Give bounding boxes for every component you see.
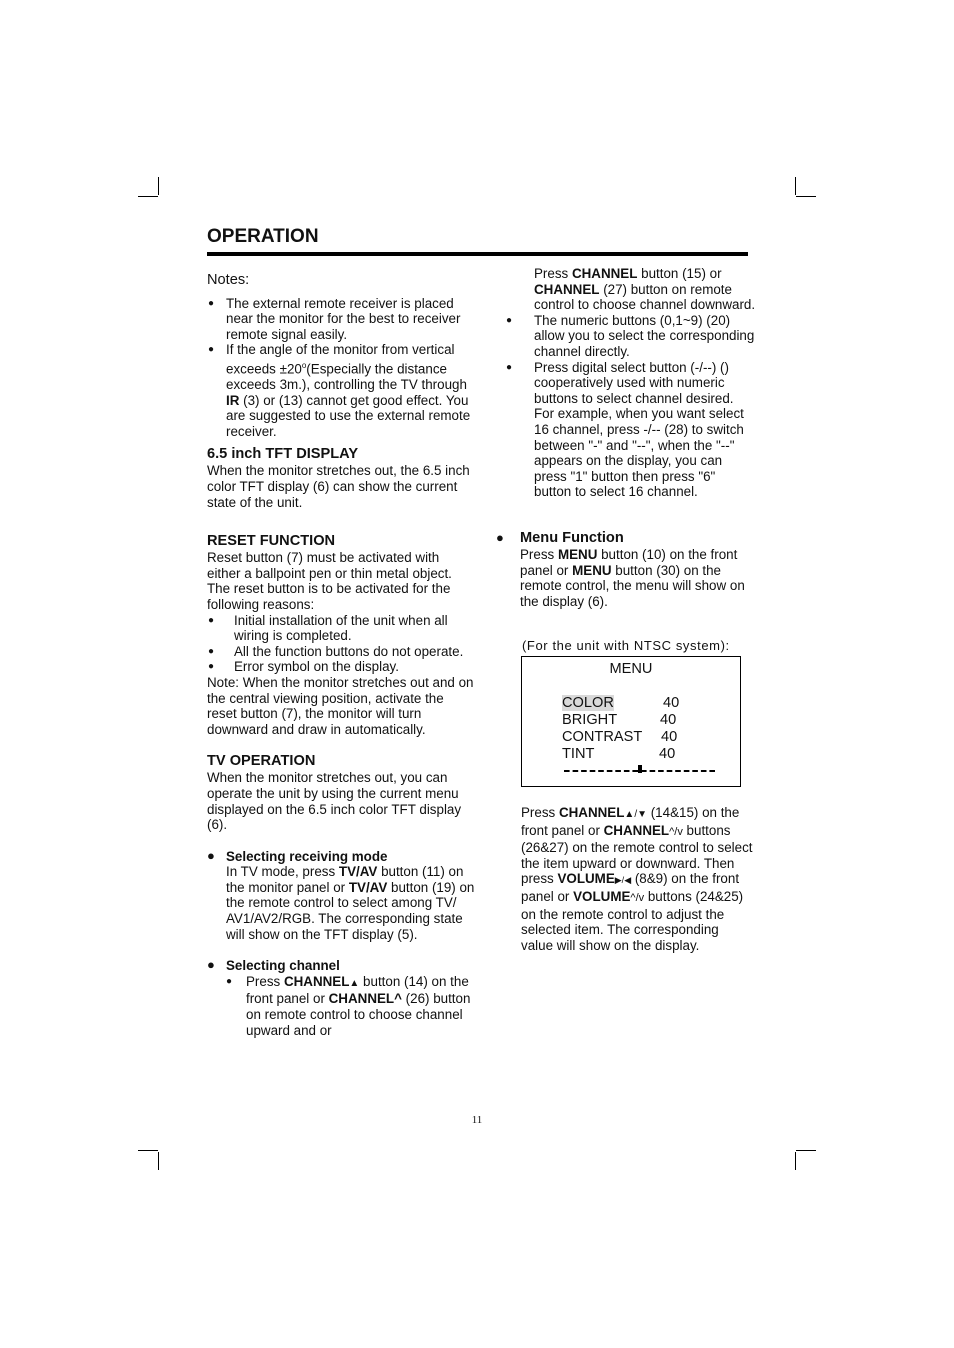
list-item: ● Error symbol on the display. [208,659,399,675]
crop-mark [158,1152,159,1170]
triangle-up-down-icon: ▲/▼ [624,809,647,820]
section-body: When the monitor stretches out, the 6.5 inch color TFT display (6) can show the current state of the unit. [207,463,470,510]
level-dash [709,770,715,772]
adjust-instructions: Press CHANNEL▲/▼ (14&15) on the front panel or CHANNEL^/v buttons (26&27) on the remote control to select the item upward or downward. Then press VOLUME▶/◀ (8&9) on the front panel or VOLUME^/v buttons (24&25) on the remote control to adjust the selected item. The corresponding value will show on the display. [521,805,753,953]
triangle-right-left-icon: ▶/◀ [614,875,632,886]
chevron-up-down-icon: ^/v [630,891,645,904]
list-item: ● All the function buttons do not operate. [208,643,464,659]
crop-mark [795,177,796,195]
crop-mark [795,1152,796,1170]
page-title: OPERATION [207,226,319,247]
crop-mark [138,1150,158,1151]
level-dash [581,770,587,772]
osd-menu-item: TINT [562,746,595,762]
bullet-icon: ● [506,361,513,373]
level-dash [607,770,613,772]
section-body: Press MENU button (10) on the front panel or MENU button (30) on the remote control, the menu will show on the display (6). [520,546,745,609]
osd-menu-item: CONTRAST [562,729,643,745]
list-item: ● Press CHANNEL▲ button (14) on the front panel or CHANNEL^ (26) button on remote control to choose channel upward and or [226,973,471,1038]
level-dash [650,770,656,772]
level-dash [692,770,698,772]
bullet-icon: ● [207,847,215,863]
chevron-up-icon: ^ [394,991,402,1007]
osd-menu-value: 40 [659,746,676,762]
level-dash [632,770,638,772]
level-dash [564,770,570,772]
section-heading: ● Menu Function [496,529,624,546]
osd-level-bar [563,762,717,778]
channel-down-text: Press CHANNEL button (15) or CHANNEL (27) button on remote control to choose channel downward. [534,266,756,313]
bullet-icon: ● [208,344,215,356]
level-dash [701,770,707,772]
osd-menu-value: 40 [663,695,680,711]
level-marker [638,765,642,773]
level-dash [590,770,596,772]
bullet-icon: ● [506,314,513,326]
level-dash [667,770,673,772]
section-heading: RESET FUNCTION [207,533,336,550]
note-item: ● The external remote receiver is placed near the monitor for the best to receiver remote signal easily. [208,295,461,342]
level-dash [624,770,630,772]
level-dash [573,770,579,772]
notes-label: Notes: [207,272,250,288]
bullet-icon: ● [208,614,215,626]
section-heading: TV OPERATION [207,753,316,770]
note-item: ● If the angle of the monitor from vertical exceeds $\pm 20^o(Especially$ the distance exceeds 3m.), controlling the TV through IR (3) or (13) cannot get good effect. You are suggested to use the external remote receiver. [208,342,471,439]
level-dash [658,770,664,772]
section-body: When the monitor stretches out, you can operate the unit by using the current menu displayed on the 6.5 inch color TFT display (6). [207,770,462,833]
osd-menu-title: MENU [609,661,653,677]
chevron-up-down-icon: ^/v [669,825,683,838]
page-number: 11 [471,1114,483,1126]
crop-mark [796,1150,816,1151]
crop-mark [796,196,816,197]
osd-menu [521,656,741,787]
left-column [207,273,475,1038]
osd-menu-item: COLOR [562,695,614,711]
bullet-icon: ● [207,957,215,973]
crop-mark [138,196,158,197]
level-dash [684,770,690,772]
subsection-body: In TV mode, press TV/AV button (11) on the monitor panel or TV/AV button (19) on the remote control to select among TV/ AV1/AV2/RGB. The corresponding state will show on the TFT display (5). [226,864,475,942]
list-item: ● The numeric buttons (0,1~9) (20) allow you to select the corresponding channel directly. [506,312,755,359]
section-body: Reset button (7) must be activated with either a ballpoint pen or thin metal object. The reset button is to be activated for the following reasons: [207,550,452,612]
section-heading: 6.5 inch TFT DISPLAY [207,446,359,463]
menu-caption: (For the unit with NTSC system): [522,638,730,653]
list-item: ● Initial installation of the unit when all wiring is completed. [208,612,448,644]
osd-menu-value: 40 [660,712,677,728]
osd-menu-item: BRIGHT [562,712,618,728]
reset-note: Note: When the monitor stretches out and on the central viewing position, activate the reset button (7), the monitor will turn downward and draw in automatically. [207,674,474,737]
title-rule [207,252,748,256]
bullet-icon: ● [208,645,215,657]
level-dash [598,770,604,772]
level-dash [615,770,621,772]
triangle-up-icon: ▲ [349,977,360,989]
subsection-title: ● Selecting receiving mode [207,847,388,864]
bullet-icon: ● [208,297,215,309]
osd-menu-value: 40 [661,729,678,745]
subsection-title: ● Selecting channel [207,957,340,974]
bullet-icon: ● [226,975,233,987]
right-column [496,266,756,609]
level-dash [675,770,681,772]
list-item: ● Press digital select button (-/--) () cooperatively used with numeric buttons to select channel desired. For example, when you want select 16 channel, press -/-- (28) to switch between "-" and "--", when the "--" appears on the display, you can press "1" button then press "6" button to select 16 channel. [506,359,744,500]
crop-mark [158,177,159,195]
bullet-icon: ● [208,661,215,673]
bullet-icon: ● [496,529,504,545]
